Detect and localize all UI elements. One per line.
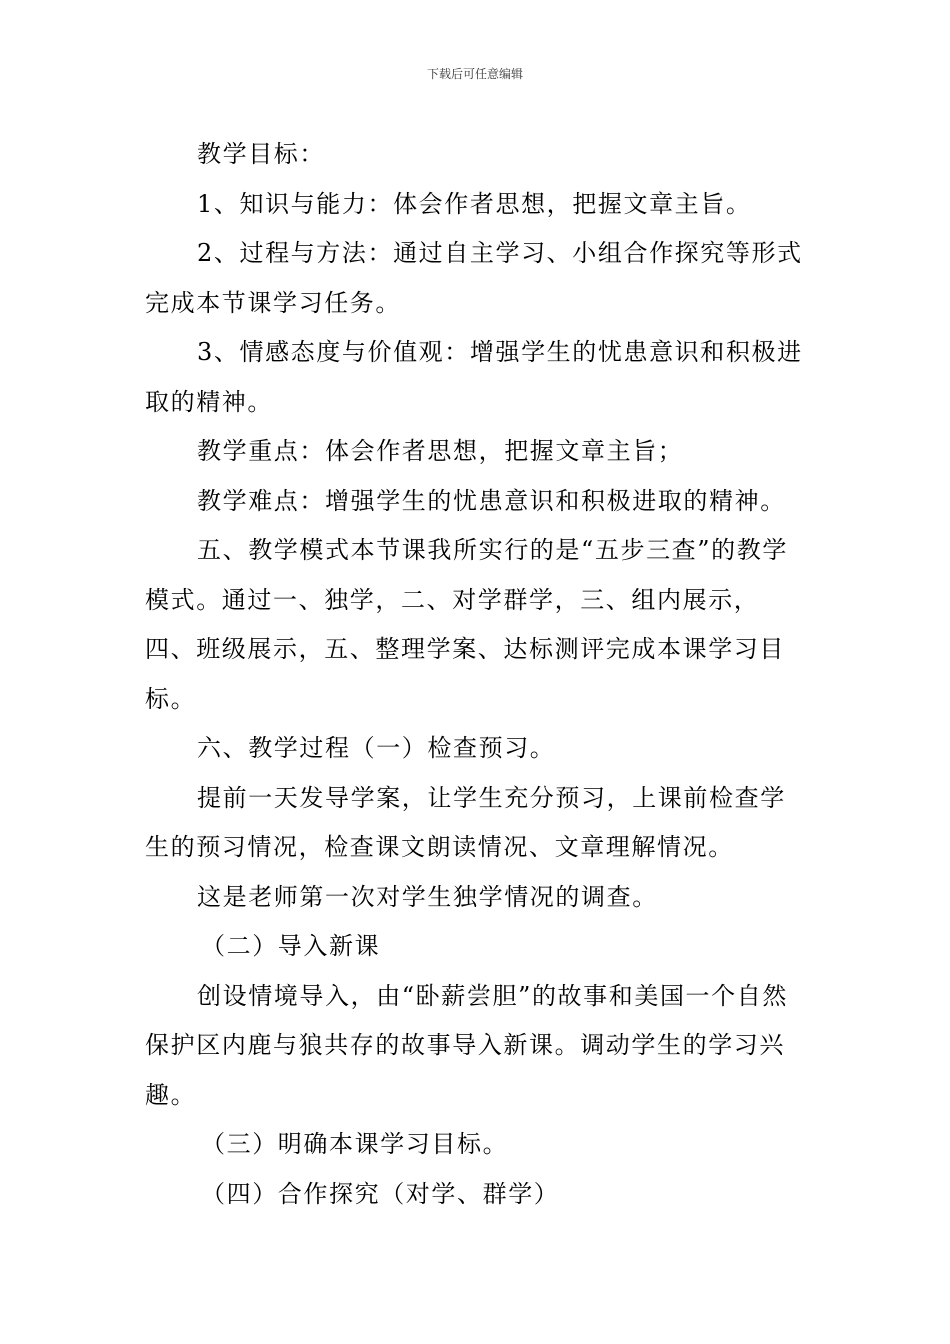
paragraph-cooperative-inquiry: （四）合作探究（对学、群学） — [201, 1179, 560, 1208]
paragraph-teaching-process: 六、教学过程（一）检查预习。 — [197, 734, 556, 762]
paragraph-preview-check: 提前一天发导学案，让学生充分预习，上课前检查学生的预习情况，检查课文朗读情况、文章理解情况。 — [145, 783, 786, 861]
paragraph-goal-process: 2、过程与方法：通过自主学习、小组合作探究等形式完成本节课学习任务。 — [145, 239, 803, 317]
paragraph-introduce-new-lesson: （二）导入新课 — [201, 932, 381, 960]
paragraph-teaching-goals-heading: 教学目标： — [197, 140, 325, 168]
paragraph-teaching-mode: 五、教学模式本节课我所实行的是“五步三查”的教学模式。通过一、独学，二、对学群学，三、组内展示，四、班级展示，五、整理学案、达标测评完成本课学习目标。 — [145, 536, 788, 713]
paragraph-goal-knowledge: 1、知识与能力：体会作者思想，把握文章主旨。 — [197, 189, 752, 218]
paragraph-key-point: 教学重点：体会作者思想，把握文章主旨； — [197, 437, 684, 465]
paragraph-scenario-intro: 创设情境导入，由“卧薪尝胆”的故事和美国一个自然保护区内鹿与狼共存的故事导入新课。调动学生的学习兴趣。 — [145, 981, 788, 1109]
paragraph-clarify-goals: （三）明确本课学习目标。 — [201, 1130, 509, 1158]
page-header: 下载后可任意编辑 — [426, 67, 523, 81]
paragraph-first-survey: 这是老师第一次对学生独学情况的调查。 — [197, 882, 658, 911]
document-body — [145, 130, 805, 1219]
paragraph-difficult-point: 教学难点：增强学生的忧患意识和积极进取的精神。 — [197, 486, 786, 515]
paragraph-goal-emotion: 3、情感态度与价值观：增强学生的忧患意识和积极进取的精神。 — [145, 338, 803, 416]
